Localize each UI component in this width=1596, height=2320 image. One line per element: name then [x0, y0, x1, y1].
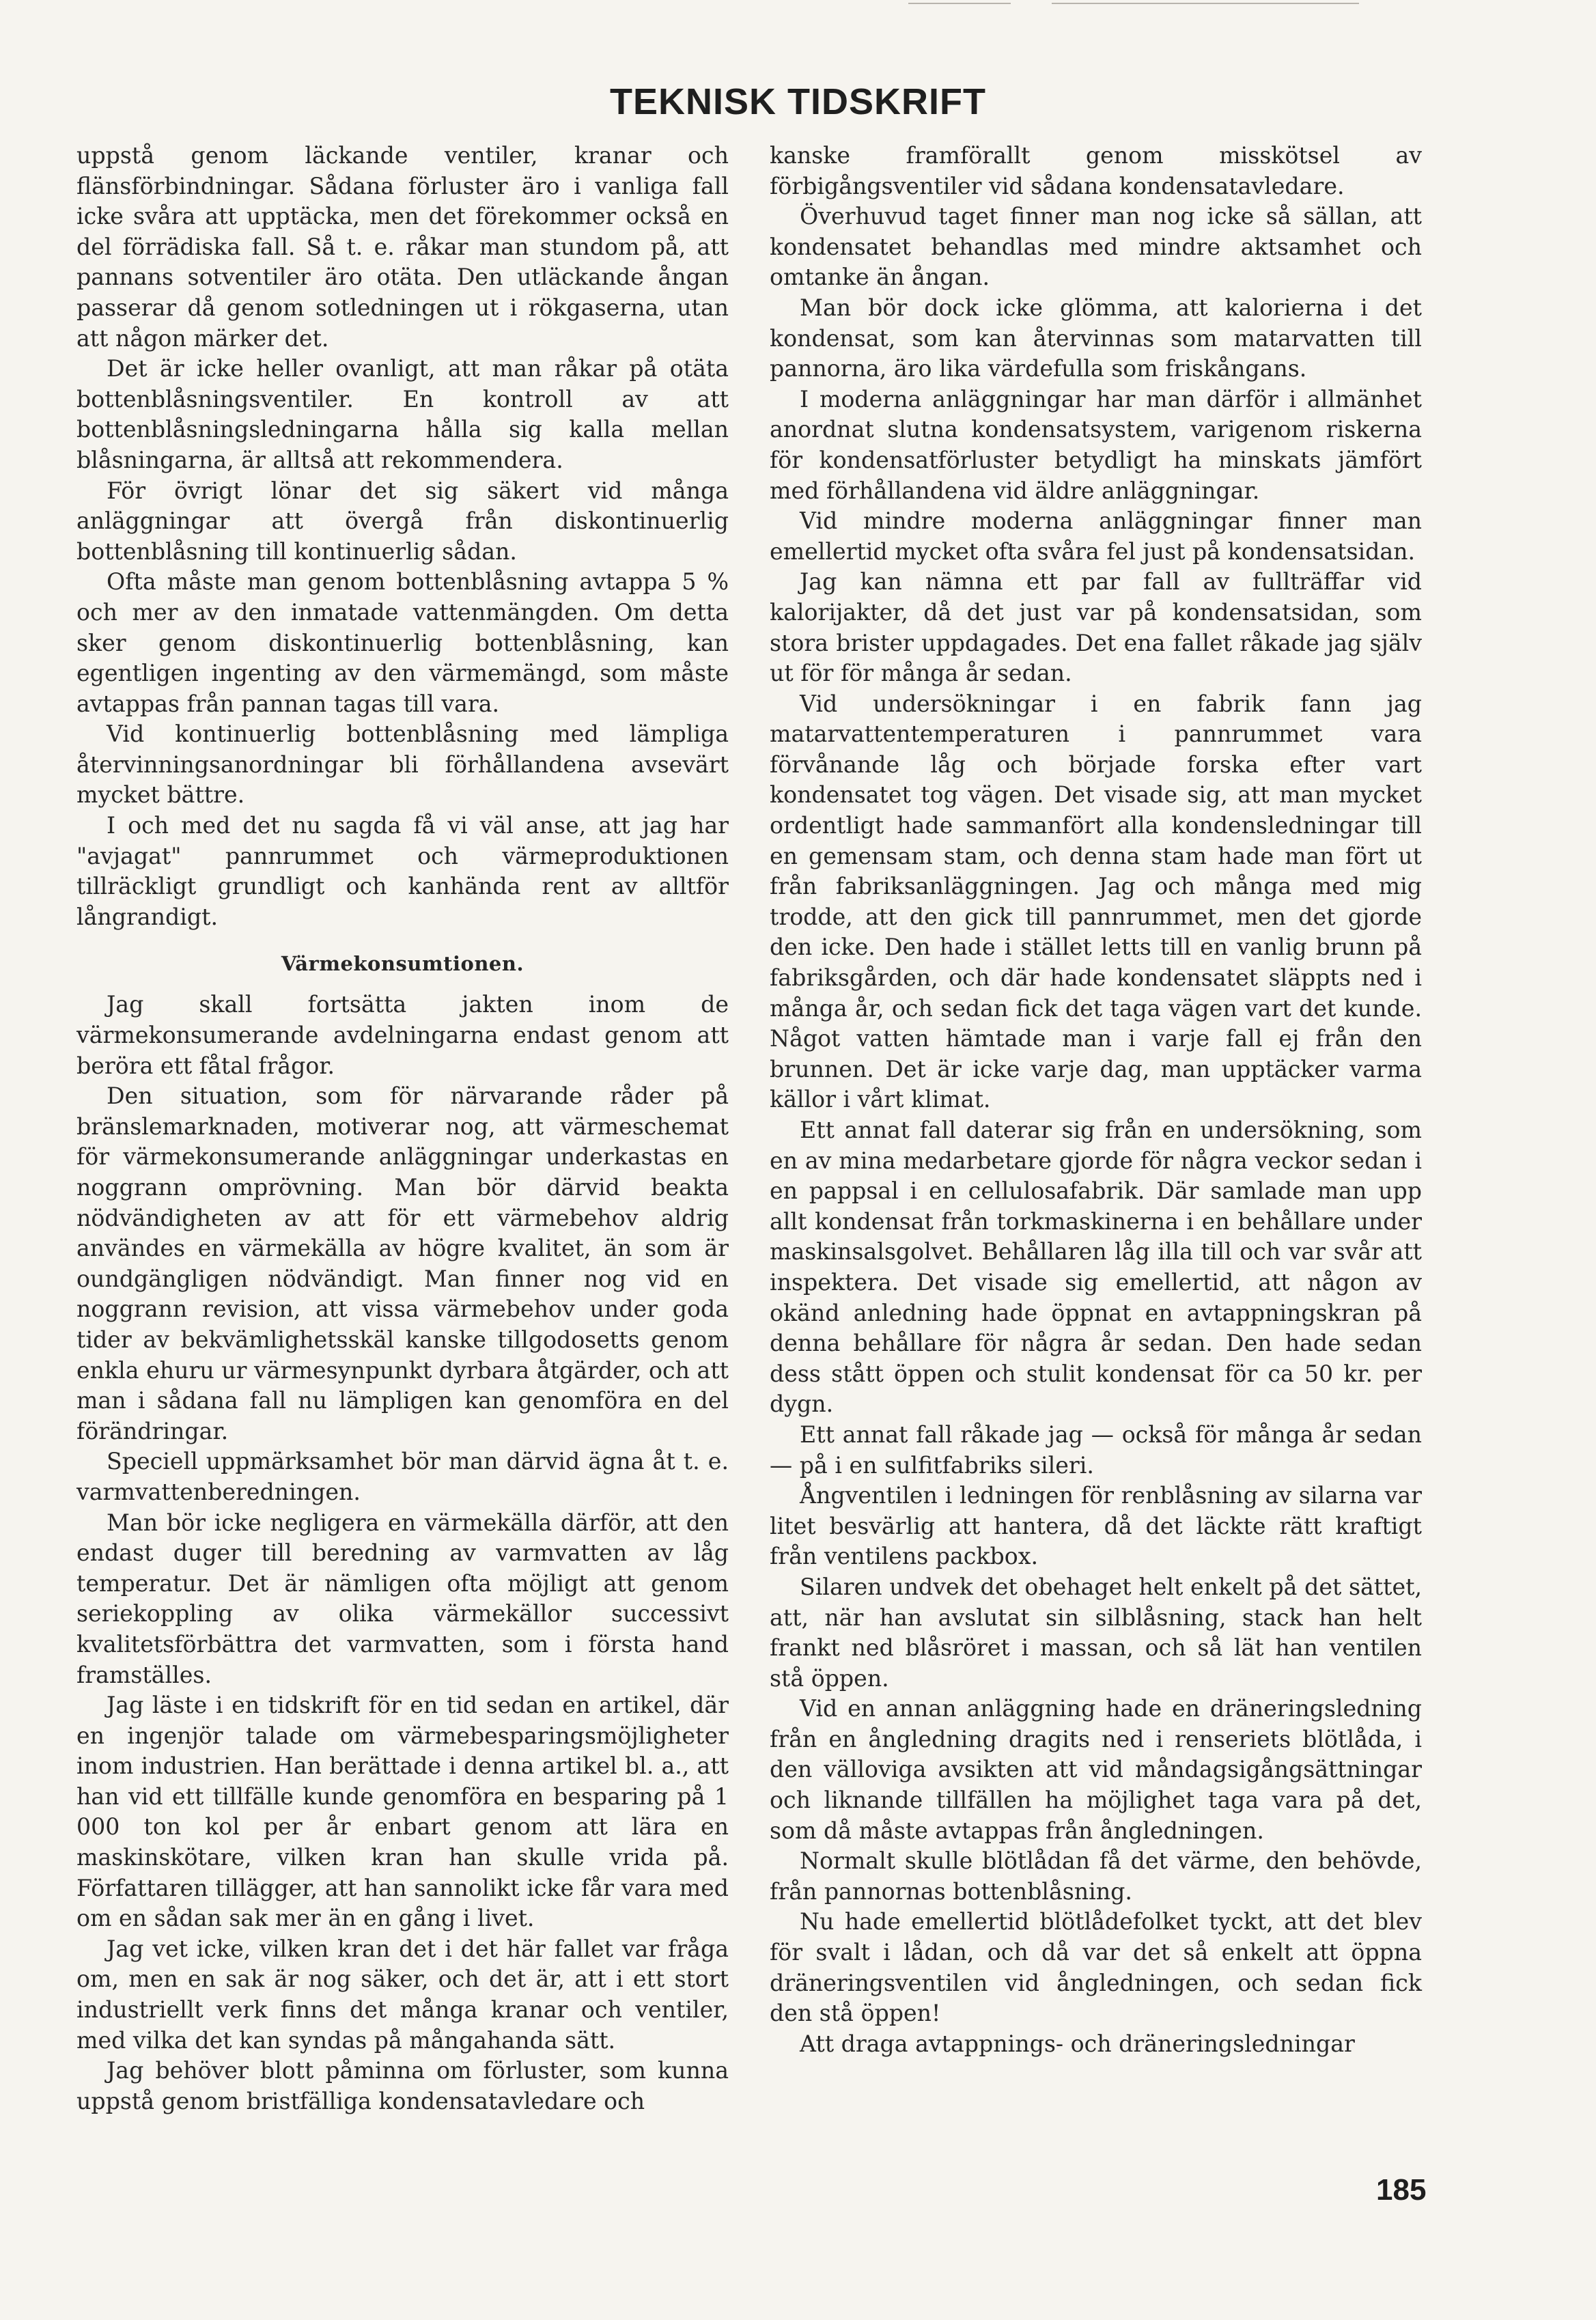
paragraph: Normalt skulle blötlådan få det värme, den behövde, från pannornas bottenblåsning.	[770, 1847, 1422, 1905]
paragraph: Vid undersökningar i en fabrik fann jag matarvattentemperaturen i pannrummet vara förvånande låg och började forska efter vart kondensatet tog vägen. Det visade sig, att man mycket ordentligt hade sammanfört alla kondensledningar till en gemensam stam, och denna stam hade man fört ut från fabriksanläggningen. Jag och många med mig trodde, att den gick till pannrummet, men det gjorde den icke. Den hade i stället letts till en vanlig brunn på fabriksgården, och där hade kondensatet släppts ned i många år, och sedan fick det taga vägen vart det kunde. Något vatten hämtade man i varje fall ej från den brunnen. Det är icke varje dag, man upptäcker varma källor i vårt klimat.	[770, 690, 1422, 1113]
paragraph: Jag läste i en tidskrift för en tid sedan en artikel, där en ingenjör talade om värmebesparingsmöjligheter inom industrien. Han berättade i denna artikel bl. a., att han vid ett tillfälle kunde genomföra en besparing på 1 000 ton kol per år enbart genom att lära en maskinskötare, vilken kran han skulle vrida på. Författaren tillägger, att han sannolikt icke får vara med om en sådan sak mer än en gång i livet.	[76, 1692, 729, 1932]
paragraph: I moderna anläggningar har man därför i allmänhet anordnat slutna kondensatsystem, varigenom riskerna för kondensatförluster betydligt ha minskats jämfört med förhållandena vid äldre anläggningar.	[770, 385, 1422, 504]
paragraph: Jag behöver blott påminna om förluster, som kunna uppstå genom bristfälliga kondensatavledare och	[76, 2057, 729, 2114]
paragraph: Jag skall fortsätta jakten inom de värmekonsumerande avdelningarna endast genom att beröra ett fåtal frågor.	[76, 991, 729, 1079]
paragraph: Att draga avtappnings- och dräneringsledningar	[800, 2030, 1355, 2057]
paragraph: Vid en annan anläggning hade en dräneringsledning från en ångledning dragits ned i renseriets blötlåda, i den välloviga avsikten att vid måndagsigångsättningar och liknande tillfällen ha möjlighet taga vara på det, som då måste avtappas från ångledningen.	[770, 1695, 1422, 1844]
paragraph: Den situation, som för närvarande råder på bränslemarknaden, motiverar nog, att värmeschemat för värmekonsumerande anläggningar underkastas en noggrann omprövning. Man bör därvid beakta nödvändigheten av att för ett värmebehov aldrig användes en värmekälla av högre kvalitet, än som är oundgängligen nödvändigt. Man finner nog vid en noggrann revision, att vissa värmebehov under goda tider av bekvämlighetsskäl kanske tillgodosetts genom enkla ehuru ur värmesynpunkt dyrbara åtgärder, och att man i sådana fall nu lämpligen kan genomföra en del förändringar.	[76, 1082, 729, 1444]
paragraph: Speciell uppmärksamhet bör man därvid ägna åt t. e. varmvattenberedningen.	[76, 1448, 729, 1505]
paragraph: Jag kan nämna ett par fall av fullträffar vid kalorijakter, då det just var på kondensatsidan, som stora brister uppdagades. Det ena fallet råkade jag själv ut för för många år sedan.	[770, 568, 1422, 687]
paragraph: Vid mindre moderna anläggningar finner man emellertid mycket ofta svåra fel just på kondensatsidan.	[770, 507, 1422, 565]
paragraph: kanske framförallt genom misskötsel av förbigångsventiler vid sådana kondensatavledare.	[770, 142, 1422, 199]
paragraph: Ett annat fall råkade jag — också för många år sedan — på i en sulfitfabriks sileri.	[770, 1421, 1422, 1479]
paragraph: Vid kontinuerlig bottenblåsning med lämpliga återvinningsanordningar bli förhållandena avsevärt mycket bättre.	[76, 721, 729, 809]
paragraph: Överhuvud taget finner man nog icke så sällan, att kondensatet behandlas med mindre aktsamhet och omtanke än ångan.	[770, 203, 1422, 291]
paragraph: uppstå genom läckande ventiler, kranar och flänsförbindningar. Sådana förluster äro i vanliga fall icke svåra att upptäcka, men det förekommer också en del förrädiska fall. Så t. e. råkar man stundom på, att pannans sotventiler äro otäta. Den utläckande ångan passerar då genom sotledningen ut i rökgaserna, utan att någon märker det.	[76, 142, 729, 352]
paragraph: Ofta måste man genom bottenblåsning avtappa 5 % och mer av den inmatade vattenmängden. Om detta sker genom diskontinuerlig bottenblåsning, kan egentligen ingenting av den värmemängd, som måste avtappas från pannan tagas till vara.	[76, 568, 729, 717]
paragraph: Man bör dock icke glömma, att kalorierna i det kondensat, som kan återvinnas som matarvatten till pannorna, äro lika värdefulla som friskångans.	[770, 294, 1422, 382]
right-text-column	[770, 141, 1422, 2059]
paragraph: För övrigt lönar det sig säkert vid många anläggningar att övergå från diskontinuerlig bottenblåsning till kontinuerlig sådan.	[76, 477, 729, 565]
paragraph: I och med det nu sagda få vi väl anse, att jag har "avjagat" pannrummet och värmeproduktionen tillräckligt grundligt och kanhända rent av alltför långrandigt.	[76, 812, 729, 930]
top-decorative-rule	[1052, 3, 1359, 4]
left-text-column	[76, 141, 729, 2116]
top-decorative-rule-short	[908, 3, 1011, 4]
paragraph: Det är icke heller ovanligt, att man råkar på otäta bottenblåsningsventiler. En kontroll av att bottenblåsningsledningarna hålla sig kalla mellan blåsningarna, är alltså att rekommendera.	[76, 355, 729, 473]
paragraph: Ett annat fall daterar sig från en undersökning, som en av mina medarbetare gjorde för några veckor sedan i en pappsal i en cellulosafabrik. Där samlade man upp allt kondensat från torkmaskinerna i en behållare under maskinsalsgolvet. Behållaren låg illa till och var svår att inspektera. Det visade sig emellertid, att någon av okänd anledning hade öppnat en avtappningskran på denna behållare för några år sedan. Den hade sedan dess stått öppen och stulit kondensat för ca 50 kr. per dygn.	[770, 1117, 1422, 1418]
journal-masthead: TEKNISK TIDSKRIFT	[610, 81, 986, 122]
page-number: 185	[1376, 2173, 1427, 2207]
paragraph: Nu hade emellertid blötlådefolket tyckt, att det blev för svalt i lådan, och då var det så enkelt att öppna dräneringsventilen vid ångledningen, och sedan fick den stå öppen!	[770, 1908, 1422, 2027]
paragraph: Jag vet icke, vilken kran det i det här fallet var fråga om, men en sak är nog säker, och det är, att i ett stort industriellt verk finns det många kranar och ventiler, med vilka det kan syndas på mångahanda sätt.	[76, 1935, 729, 2054]
section-heading: Värmekonsumtionen.	[281, 952, 524, 976]
paragraph: Silaren undvek det obehaget helt enkelt på det sättet, att, när han avslutat sin silblåsning, stack han helt frankt ned blåsröret i massan, och så lät han ventilen stå öppen.	[770, 1573, 1422, 1692]
paragraph: Man bör icke negligera en värmekälla därför, att den endast duger till beredning av varmvatten av låg temperatur. Det är nämligen ofta möjligt att genom seriekoppling av olika värmekällor successivt kvalitetsförbättra det varmvatten, som i första hand framställes.	[76, 1509, 729, 1688]
paragraph: Ångventilen i ledningen för renblåsning av silarna var litet besvärlig att hantera, då det läckte rätt kraftigt från ventilens packbox.	[770, 1482, 1422, 1570]
